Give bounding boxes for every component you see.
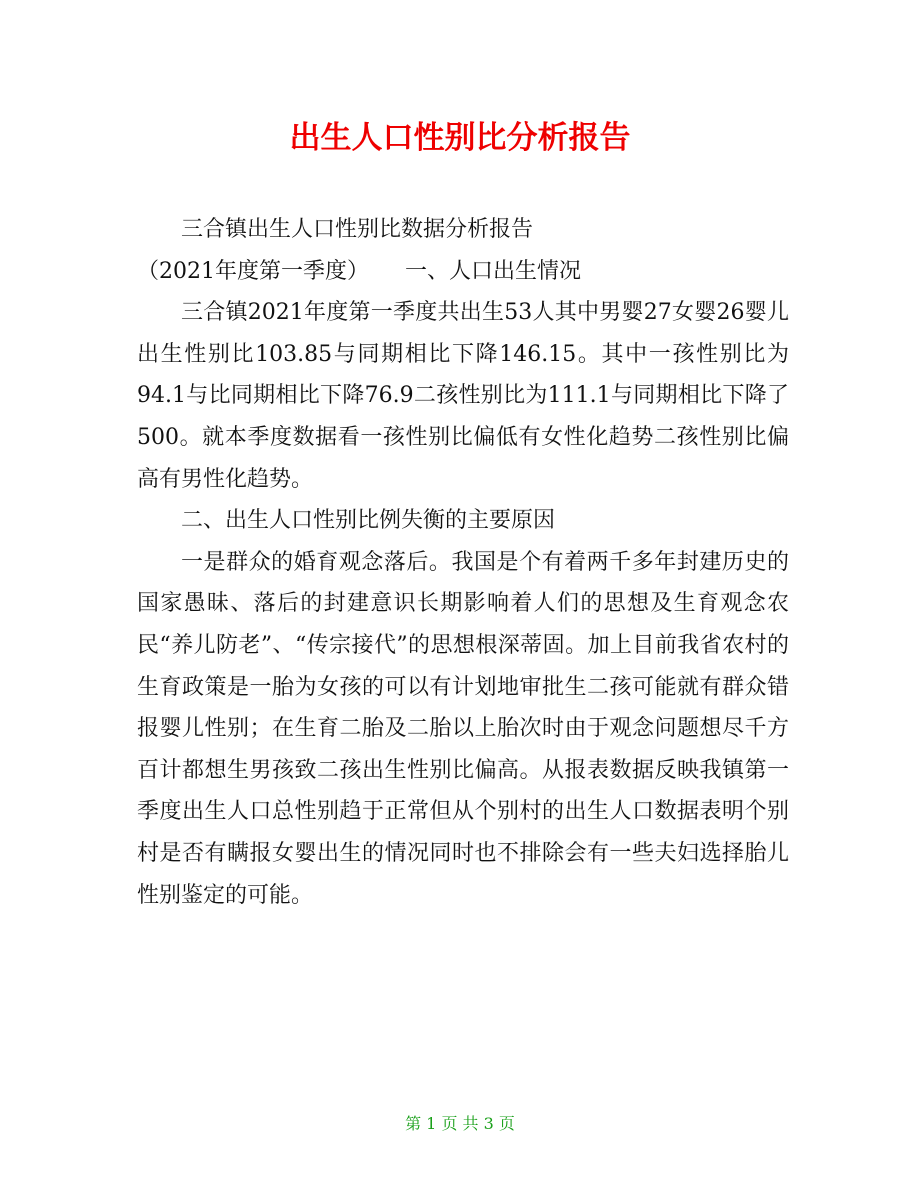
paragraph-birth-stats: 三合镇2021年度第一季度共出生53人其中男婴27女婴26婴儿出生性别比103.85与同期相比下降146.15。其中一孩性别比为94.1与比同期相比下降76.9二孩性别比为111.1与同期相比下降了500。就本季度数据看一孩性别比偏低有女性化趋势二孩性别比偏高有男性化趋势。 [137,300,789,492]
period-label: （2021年度第一季度） [137,258,369,284]
page-number: 第 1 页 共 3 页 [405,1114,515,1133]
paragraph-causes: 一是群众的婚育观念落后。我国是个有着两千多年封建历史的国家愚昧、落后的封建意识长期影响着人们的思想及生育观念农民“养儿防老”、“传宗接代”的思想根深蒂固。加上目前我省农村的生育政策是一胎为女孩的可以有计划地审批生二孩可能就有群众错报婴儿性别；在生育二胎及二胎以上胎次时由于观念问题想尽千方百计都想生男孩致二孩出生性别比偏高。从报表数据反映我镇第一季度出生人口总性别趋于正常但从个别村的出生人口数据表明个别村是否有瞒报女婴出生的情况同时也不排除会有一些夫妇选择胎儿性别鉴定的可能。 [137,549,789,908]
document-title: 出生人口性别比分析报告 [289,120,631,156]
period-line [137,251,789,293]
document-body [137,209,789,916]
page-footer [0,1112,920,1136]
section-2-heading: 二、出生人口性别比例失衡的主要原因 [181,508,556,534]
section-1-heading: 一、人口出生情况 [405,258,582,284]
report-subtitle: 三合镇出生人口性别比数据分析报告 [181,217,534,242]
